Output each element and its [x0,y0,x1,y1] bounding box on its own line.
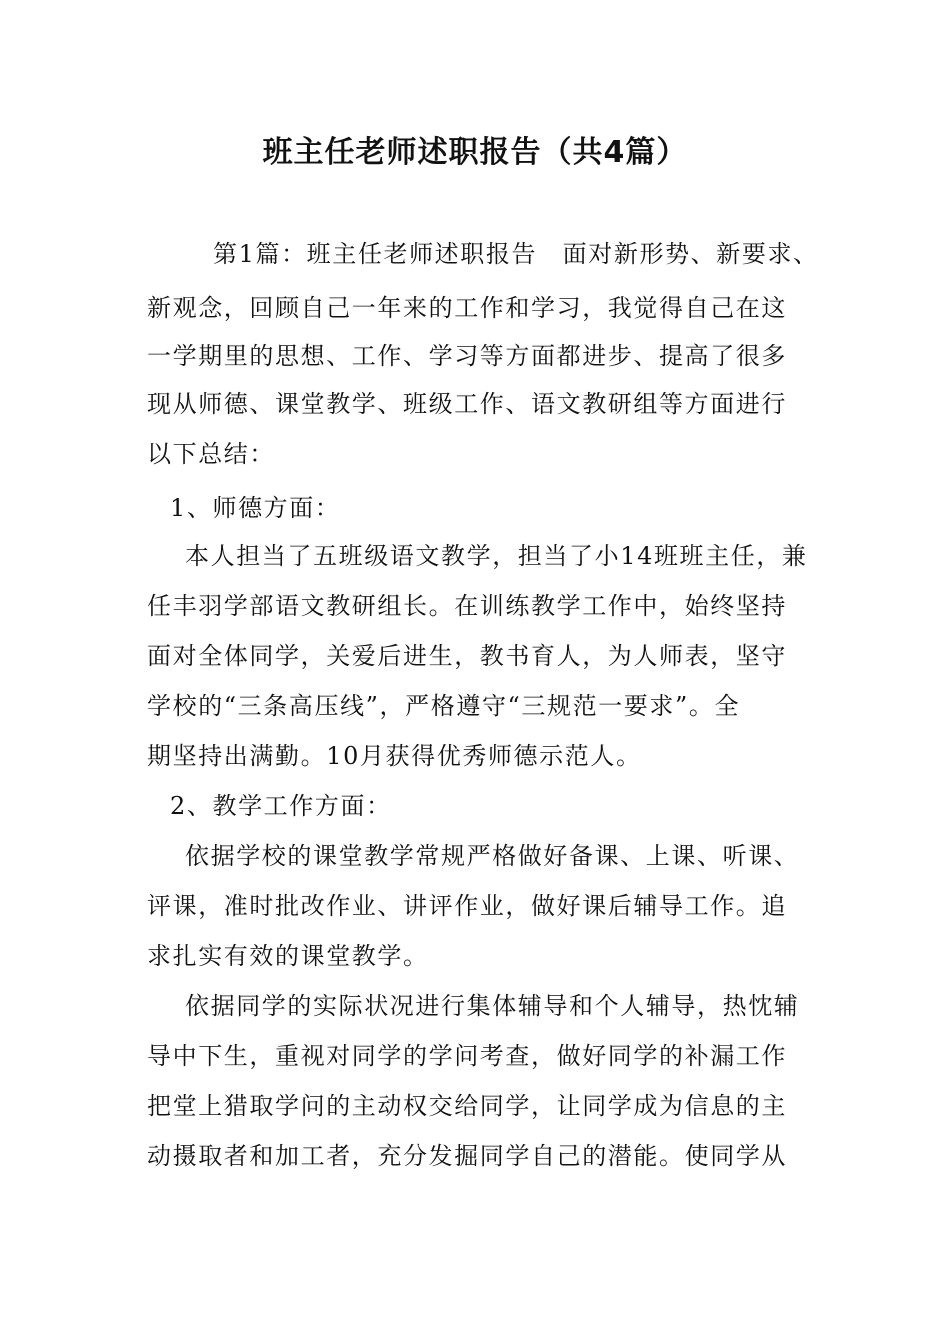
body-line-13: 依据学校的课堂教学常规严格做好备课、上课、听课、 [185,842,800,870]
body-line-2: 新观念，回顾自己一年来的工作和学习，我觉得自己在这 [147,294,787,322]
body-line-1: 第1篇：班主任老师述职报告 面对新形势、新要求、 [213,240,819,268]
body-line-8: 任丰羽学部语文教研组长。在训练教学工作中，始终坚持 [147,592,787,620]
body-line-17: 导中下生，重视对同学的学问考查，做好同学的补漏工作 [147,1042,787,1070]
body-line-3: 一学期里的思想、工作、学习等方面都进步、提高了很多 [147,342,787,370]
section-heading-ethics: 1、师德方面： [170,494,341,522]
body-line-11: 期坚持出满勤。10月获得优秀师德示范人。 [147,742,642,770]
body-line-10: 学校的“三条高压线”，严格遵守“三规范一要求”。全 [147,692,741,720]
body-line-7: 本人担当了五班级语文教学，担当了小14班班主任，兼 [185,542,808,570]
section-heading-teaching: 2、教学工作方面： [170,792,392,820]
body-line-18: 把堂上猎取学问的主动权交给同学，让同学成为信息的主 [147,1092,787,1120]
body-line-5: 以下总结： [147,440,275,468]
document-title: 班主任老师述职报告（共4篇） [262,135,688,170]
body-line-16: 依据同学的实际状况进行集体辅导和个人辅导，热忱辅 [185,992,800,1020]
body-line-15: 求扎实有效的课堂教学。 [147,942,429,970]
body-line-4: 现从师德、课堂教学、班级工作、语文教研组等方面进行 [147,390,787,418]
body-line-19: 动摄取者和加工者，充分发掘同学自己的潜能。使同学从 [147,1142,787,1170]
body-line-14: 评课，准时批改作业、讲评作业，做好课后辅导工作。追 [147,892,787,920]
body-line-9: 面对全体同学，关爱后进生，教书育人，为人师表，坚守 [147,642,787,670]
